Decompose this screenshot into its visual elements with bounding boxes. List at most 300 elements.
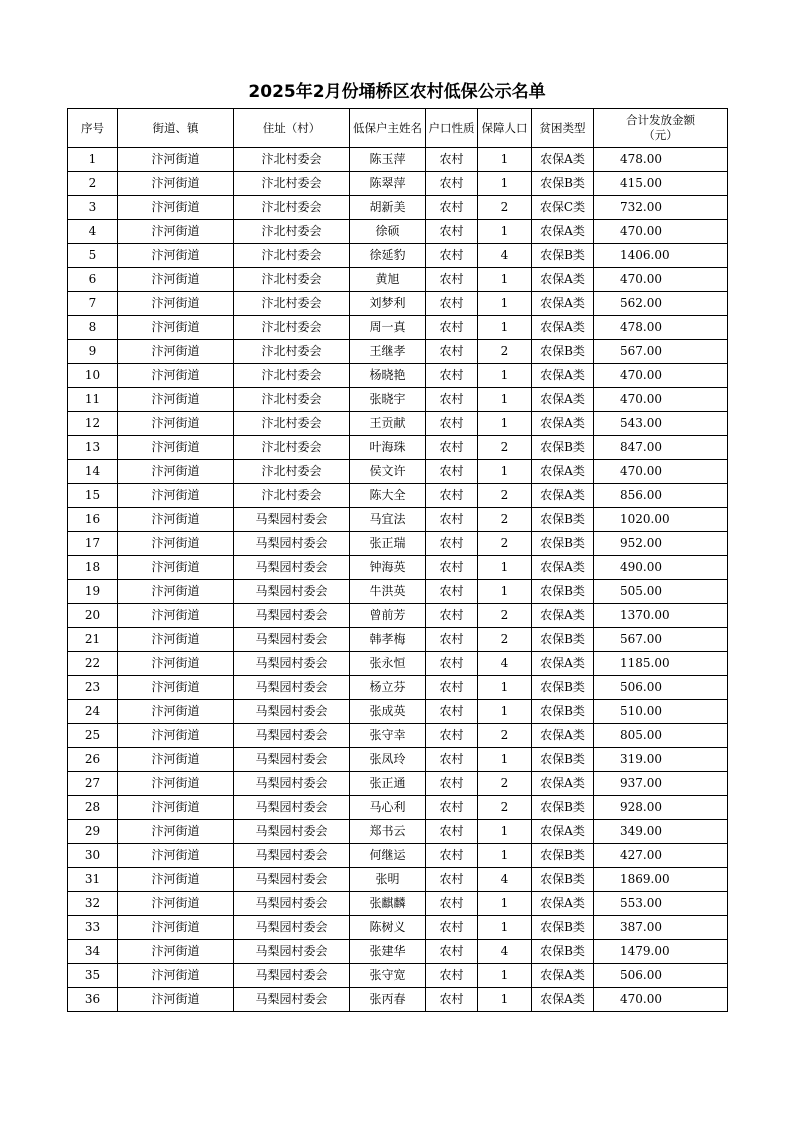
cell-amount: 478.00 — [594, 316, 728, 340]
table-row — [68, 508, 728, 532]
header-persons: 保障人口 — [478, 109, 532, 148]
cell-street: 汴河街道 — [118, 148, 234, 172]
cell-amount: 562.00 — [594, 292, 728, 316]
cell-hukou: 农村 — [426, 388, 478, 412]
table-row — [68, 652, 728, 676]
header-street: 街道、镇 — [118, 109, 234, 148]
cell-persons: 1 — [478, 220, 532, 244]
table-row — [68, 796, 728, 820]
cell-hukou: 农村 — [426, 148, 478, 172]
cell-persons: 2 — [478, 484, 532, 508]
cell-street: 汴河街道 — [118, 868, 234, 892]
cell-amount: 1479.00 — [594, 940, 728, 964]
table-row — [68, 964, 728, 988]
cell-name: 马宜法 — [350, 508, 426, 532]
cell-no: 23 — [68, 676, 118, 700]
cell-amount: 470.00 — [594, 268, 728, 292]
header-row — [68, 109, 728, 148]
cell-type: 农保A类 — [532, 148, 594, 172]
cell-persons: 2 — [478, 724, 532, 748]
cell-street: 汴河街道 — [118, 916, 234, 940]
cell-type: 农保A类 — [532, 412, 594, 436]
cell-no: 3 — [68, 196, 118, 220]
cell-amount: 732.00 — [594, 196, 728, 220]
header-amount-line2: （元） — [643, 128, 678, 142]
cell-type: 农保A类 — [532, 892, 594, 916]
cell-street: 汴河街道 — [118, 988, 234, 1012]
table-row — [68, 772, 728, 796]
cell-street: 汴河街道 — [118, 652, 234, 676]
cell-street: 汴河街道 — [118, 388, 234, 412]
cell-amount: 937.00 — [594, 772, 728, 796]
cell-amount: 847.00 — [594, 436, 728, 460]
cell-no: 8 — [68, 316, 118, 340]
cell-type: 农保A类 — [532, 316, 594, 340]
cell-address: 汴北村委会 — [234, 388, 350, 412]
cell-no: 18 — [68, 556, 118, 580]
cell-name: 周一真 — [350, 316, 426, 340]
cell-no: 33 — [68, 916, 118, 940]
cell-persons: 1 — [478, 556, 532, 580]
cell-no: 25 — [68, 724, 118, 748]
cell-type: 农保B类 — [532, 628, 594, 652]
cell-no: 22 — [68, 652, 118, 676]
cell-persons: 2 — [478, 532, 532, 556]
table-row — [68, 340, 728, 364]
cell-hukou: 农村 — [426, 628, 478, 652]
cell-street: 汴河街道 — [118, 316, 234, 340]
cell-amount: 470.00 — [594, 220, 728, 244]
cell-street: 汴河街道 — [118, 436, 234, 460]
cell-no: 2 — [68, 172, 118, 196]
cell-street: 汴河街道 — [118, 892, 234, 916]
cell-hukou: 农村 — [426, 820, 478, 844]
cell-persons: 1 — [478, 364, 532, 388]
cell-persons: 1 — [478, 460, 532, 484]
cell-address: 马梨园村委会 — [234, 724, 350, 748]
cell-no: 13 — [68, 436, 118, 460]
cell-no: 1 — [68, 148, 118, 172]
cell-name: 何继运 — [350, 844, 426, 868]
cell-amount: 553.00 — [594, 892, 728, 916]
cell-amount: 478.00 — [594, 148, 728, 172]
cell-address: 马梨园村委会 — [234, 532, 350, 556]
cell-address: 马梨园村委会 — [234, 508, 350, 532]
table-row — [68, 292, 728, 316]
cell-amount: 349.00 — [594, 820, 728, 844]
cell-name: 刘梦利 — [350, 292, 426, 316]
table-row — [68, 868, 728, 892]
cell-street: 汴河街道 — [118, 964, 234, 988]
cell-persons: 1 — [478, 316, 532, 340]
cell-hukou: 农村 — [426, 844, 478, 868]
cell-persons: 4 — [478, 868, 532, 892]
cell-amount: 1869.00 — [594, 868, 728, 892]
cell-address: 马梨园村委会 — [234, 916, 350, 940]
table-row — [68, 700, 728, 724]
cell-name: 张明 — [350, 868, 426, 892]
cell-address: 马梨园村委会 — [234, 604, 350, 628]
cell-hukou: 农村 — [426, 508, 478, 532]
cell-type: 农保A类 — [532, 484, 594, 508]
cell-name: 胡新美 — [350, 196, 426, 220]
table-row — [68, 676, 728, 700]
cell-hukou: 农村 — [426, 484, 478, 508]
cell-amount: 319.00 — [594, 748, 728, 772]
cell-no: 14 — [68, 460, 118, 484]
cell-address: 汴北村委会 — [234, 148, 350, 172]
cell-name: 王继孝 — [350, 340, 426, 364]
table-row — [68, 220, 728, 244]
cell-name: 张晓宇 — [350, 388, 426, 412]
cell-persons: 2 — [478, 604, 532, 628]
cell-hukou: 农村 — [426, 748, 478, 772]
cell-name: 韩孝梅 — [350, 628, 426, 652]
cell-address: 汴北村委会 — [234, 436, 350, 460]
cell-name: 牛洪英 — [350, 580, 426, 604]
cell-address: 汴北村委会 — [234, 244, 350, 268]
cell-address: 马梨园村委会 — [234, 844, 350, 868]
roster-table — [67, 108, 728, 1012]
cell-street: 汴河街道 — [118, 220, 234, 244]
cell-persons: 2 — [478, 796, 532, 820]
cell-amount: 856.00 — [594, 484, 728, 508]
cell-persons: 1 — [478, 268, 532, 292]
cell-type: 农保B类 — [532, 940, 594, 964]
cell-type: 农保B类 — [532, 796, 594, 820]
cell-street: 汴河街道 — [118, 772, 234, 796]
cell-amount: 506.00 — [594, 676, 728, 700]
cell-no: 28 — [68, 796, 118, 820]
table-row — [68, 748, 728, 772]
cell-amount: 1020.00 — [594, 508, 728, 532]
table-row — [68, 484, 728, 508]
cell-no: 27 — [68, 772, 118, 796]
cell-hukou: 农村 — [426, 604, 478, 628]
cell-no: 11 — [68, 388, 118, 412]
cell-type: 农保A类 — [532, 724, 594, 748]
cell-persons: 2 — [478, 196, 532, 220]
cell-hukou: 农村 — [426, 316, 478, 340]
cell-amount: 470.00 — [594, 988, 728, 1012]
cell-name: 陈大全 — [350, 484, 426, 508]
cell-persons: 4 — [478, 244, 532, 268]
table-row — [68, 460, 728, 484]
cell-hukou: 农村 — [426, 292, 478, 316]
cell-persons: 1 — [478, 964, 532, 988]
cell-amount: 510.00 — [594, 700, 728, 724]
cell-amount: 415.00 — [594, 172, 728, 196]
table-row — [68, 364, 728, 388]
cell-name: 黄旭 — [350, 268, 426, 292]
cell-amount: 427.00 — [594, 844, 728, 868]
cell-address: 马梨园村委会 — [234, 796, 350, 820]
cell-hukou: 农村 — [426, 652, 478, 676]
table-row — [68, 532, 728, 556]
cell-name: 陈玉萍 — [350, 148, 426, 172]
table-row — [68, 172, 728, 196]
cell-type: 农保B类 — [532, 436, 594, 460]
cell-no: 29 — [68, 820, 118, 844]
cell-amount: 470.00 — [594, 460, 728, 484]
cell-amount: 928.00 — [594, 796, 728, 820]
cell-amount: 506.00 — [594, 964, 728, 988]
cell-type: 农保A类 — [532, 820, 594, 844]
table-row — [68, 316, 728, 340]
cell-name: 郑书云 — [350, 820, 426, 844]
cell-no: 6 — [68, 268, 118, 292]
cell-address: 马梨园村委会 — [234, 964, 350, 988]
cell-persons: 1 — [478, 388, 532, 412]
cell-type: 农保A类 — [532, 220, 594, 244]
cell-hukou: 农村 — [426, 940, 478, 964]
cell-type: 农保A类 — [532, 604, 594, 628]
cell-name: 张凤玲 — [350, 748, 426, 772]
cell-name: 钟海英 — [350, 556, 426, 580]
cell-hukou: 农村 — [426, 220, 478, 244]
cell-name: 张永恒 — [350, 652, 426, 676]
cell-amount: 505.00 — [594, 580, 728, 604]
cell-type: 农保A类 — [532, 460, 594, 484]
cell-type: 农保B类 — [532, 748, 594, 772]
cell-address: 马梨园村委会 — [234, 868, 350, 892]
cell-no: 32 — [68, 892, 118, 916]
cell-address: 汴北村委会 — [234, 364, 350, 388]
cell-street: 汴河街道 — [118, 484, 234, 508]
table-row — [68, 604, 728, 628]
cell-hukou: 农村 — [426, 364, 478, 388]
header-amount — [594, 109, 728, 148]
cell-no: 12 — [68, 412, 118, 436]
cell-street: 汴河街道 — [118, 940, 234, 964]
cell-no: 19 — [68, 580, 118, 604]
cell-hukou: 农村 — [426, 436, 478, 460]
table-row — [68, 388, 728, 412]
cell-type: 农保A类 — [532, 364, 594, 388]
cell-street: 汴河街道 — [118, 340, 234, 364]
table-row — [68, 436, 728, 460]
cell-address: 马梨园村委会 — [234, 940, 350, 964]
cell-no: 26 — [68, 748, 118, 772]
cell-street: 汴河街道 — [118, 196, 234, 220]
cell-name: 曾前芳 — [350, 604, 426, 628]
cell-street: 汴河街道 — [118, 700, 234, 724]
cell-no: 35 — [68, 964, 118, 988]
cell-no: 21 — [68, 628, 118, 652]
header-hukou: 户口性质 — [426, 109, 478, 148]
header-no: 序号 — [68, 109, 118, 148]
cell-persons: 1 — [478, 700, 532, 724]
cell-type: 农保A类 — [532, 988, 594, 1012]
cell-amount: 470.00 — [594, 388, 728, 412]
cell-persons: 2 — [478, 436, 532, 460]
cell-name: 张守幸 — [350, 724, 426, 748]
cell-hukou: 农村 — [426, 196, 478, 220]
cell-persons: 4 — [478, 940, 532, 964]
cell-hukou: 农村 — [426, 892, 478, 916]
cell-amount: 1406.00 — [594, 244, 728, 268]
cell-street: 汴河街道 — [118, 532, 234, 556]
table-row — [68, 820, 728, 844]
table-row — [68, 724, 728, 748]
cell-type: 农保B类 — [532, 340, 594, 364]
cell-name: 杨晓艳 — [350, 364, 426, 388]
cell-amount: 1370.00 — [594, 604, 728, 628]
cell-hukou: 农村 — [426, 580, 478, 604]
table-row — [68, 244, 728, 268]
cell-type: 农保B类 — [532, 172, 594, 196]
cell-address: 马梨园村委会 — [234, 700, 350, 724]
cell-no: 17 — [68, 532, 118, 556]
cell-amount: 805.00 — [594, 724, 728, 748]
cell-persons: 1 — [478, 820, 532, 844]
cell-amount: 952.00 — [594, 532, 728, 556]
cell-street: 汴河街道 — [118, 460, 234, 484]
cell-street: 汴河街道 — [118, 364, 234, 388]
cell-amount: 543.00 — [594, 412, 728, 436]
cell-name: 徐硕 — [350, 220, 426, 244]
cell-street: 汴河街道 — [118, 244, 234, 268]
cell-hukou: 农村 — [426, 172, 478, 196]
table-row — [68, 412, 728, 436]
cell-hukou: 农村 — [426, 460, 478, 484]
cell-street: 汴河街道 — [118, 556, 234, 580]
cell-street: 汴河街道 — [118, 508, 234, 532]
cell-type: 农保B类 — [532, 676, 594, 700]
cell-amount: 470.00 — [594, 364, 728, 388]
roster-body — [68, 148, 728, 1012]
cell-address: 马梨园村委会 — [234, 772, 350, 796]
cell-name: 王贡献 — [350, 412, 426, 436]
cell-no: 5 — [68, 244, 118, 268]
cell-street: 汴河街道 — [118, 676, 234, 700]
cell-type: 农保A类 — [532, 652, 594, 676]
cell-no: 15 — [68, 484, 118, 508]
cell-persons: 2 — [478, 340, 532, 364]
cell-no: 4 — [68, 220, 118, 244]
cell-no: 30 — [68, 844, 118, 868]
cell-name: 徐延豹 — [350, 244, 426, 268]
table-row — [68, 988, 728, 1012]
cell-hukou: 农村 — [426, 244, 478, 268]
cell-address: 汴北村委会 — [234, 196, 350, 220]
cell-type: 农保A类 — [532, 556, 594, 580]
cell-address: 汴北村委会 — [234, 268, 350, 292]
cell-type: 农保B类 — [532, 700, 594, 724]
cell-name: 侯文许 — [350, 460, 426, 484]
header-type: 贫困类型 — [532, 109, 594, 148]
cell-address: 马梨园村委会 — [234, 820, 350, 844]
cell-address: 马梨园村委会 — [234, 652, 350, 676]
cell-name: 张守宽 — [350, 964, 426, 988]
header-amount-line1: 合计发放金额 — [626, 113, 695, 127]
cell-street: 汴河街道 — [118, 844, 234, 868]
cell-hukou: 农村 — [426, 988, 478, 1012]
cell-type: 农保B类 — [532, 244, 594, 268]
cell-no: 7 — [68, 292, 118, 316]
cell-street: 汴河街道 — [118, 292, 234, 316]
cell-hukou: 农村 — [426, 412, 478, 436]
cell-hukou: 农村 — [426, 964, 478, 988]
cell-persons: 1 — [478, 916, 532, 940]
cell-amount: 387.00 — [594, 916, 728, 940]
cell-persons: 1 — [478, 148, 532, 172]
cell-address: 马梨园村委会 — [234, 580, 350, 604]
cell-street: 汴河街道 — [118, 268, 234, 292]
cell-hukou: 农村 — [426, 340, 478, 364]
cell-persons: 2 — [478, 628, 532, 652]
cell-hukou: 农村 — [426, 916, 478, 940]
cell-type: 农保B类 — [532, 844, 594, 868]
cell-hukou: 农村 — [426, 676, 478, 700]
cell-type: 农保A类 — [532, 388, 594, 412]
cell-street: 汴河街道 — [118, 412, 234, 436]
cell-persons: 1 — [478, 676, 532, 700]
cell-type: 农保B类 — [532, 916, 594, 940]
cell-type: 农保A类 — [532, 964, 594, 988]
cell-no: 16 — [68, 508, 118, 532]
cell-address: 马梨园村委会 — [234, 988, 350, 1012]
cell-persons: 1 — [478, 292, 532, 316]
cell-amount: 567.00 — [594, 628, 728, 652]
cell-street: 汴河街道 — [118, 748, 234, 772]
cell-address: 马梨园村委会 — [234, 556, 350, 580]
cell-hukou: 农村 — [426, 772, 478, 796]
cell-persons: 2 — [478, 508, 532, 532]
cell-persons: 1 — [478, 580, 532, 604]
cell-amount: 490.00 — [594, 556, 728, 580]
cell-type: 农保A类 — [532, 268, 594, 292]
cell-street: 汴河街道 — [118, 820, 234, 844]
cell-type: 农保B类 — [532, 532, 594, 556]
cell-address: 马梨园村委会 — [234, 748, 350, 772]
table-row — [68, 844, 728, 868]
cell-name: 杨立芬 — [350, 676, 426, 700]
table-row — [68, 892, 728, 916]
cell-no: 20 — [68, 604, 118, 628]
cell-address: 汴北村委会 — [234, 460, 350, 484]
cell-no: 36 — [68, 988, 118, 1012]
cell-amount: 1185.00 — [594, 652, 728, 676]
table-row — [68, 148, 728, 172]
cell-type: 农保B类 — [532, 580, 594, 604]
cell-street: 汴河街道 — [118, 604, 234, 628]
table-row — [68, 196, 728, 220]
cell-address: 马梨园村委会 — [234, 676, 350, 700]
cell-no: 31 — [68, 868, 118, 892]
table-row — [68, 628, 728, 652]
cell-name: 张正通 — [350, 772, 426, 796]
cell-address: 马梨园村委会 — [234, 628, 350, 652]
cell-address: 汴北村委会 — [234, 172, 350, 196]
cell-type: 农保C类 — [532, 196, 594, 220]
cell-persons: 1 — [478, 988, 532, 1012]
cell-name: 叶海珠 — [350, 436, 426, 460]
cell-hukou: 农村 — [426, 532, 478, 556]
table-row — [68, 916, 728, 940]
cell-name: 陈翠萍 — [350, 172, 426, 196]
cell-address: 汴北村委会 — [234, 292, 350, 316]
cell-type: 农保B类 — [532, 508, 594, 532]
cell-street: 汴河街道 — [118, 796, 234, 820]
cell-no: 24 — [68, 700, 118, 724]
cell-persons: 1 — [478, 844, 532, 868]
cell-type: 农保B类 — [532, 868, 594, 892]
cell-hukou: 农村 — [426, 700, 478, 724]
cell-address: 汴北村委会 — [234, 316, 350, 340]
cell-persons: 4 — [478, 652, 532, 676]
cell-address: 汴北村委会 — [234, 220, 350, 244]
